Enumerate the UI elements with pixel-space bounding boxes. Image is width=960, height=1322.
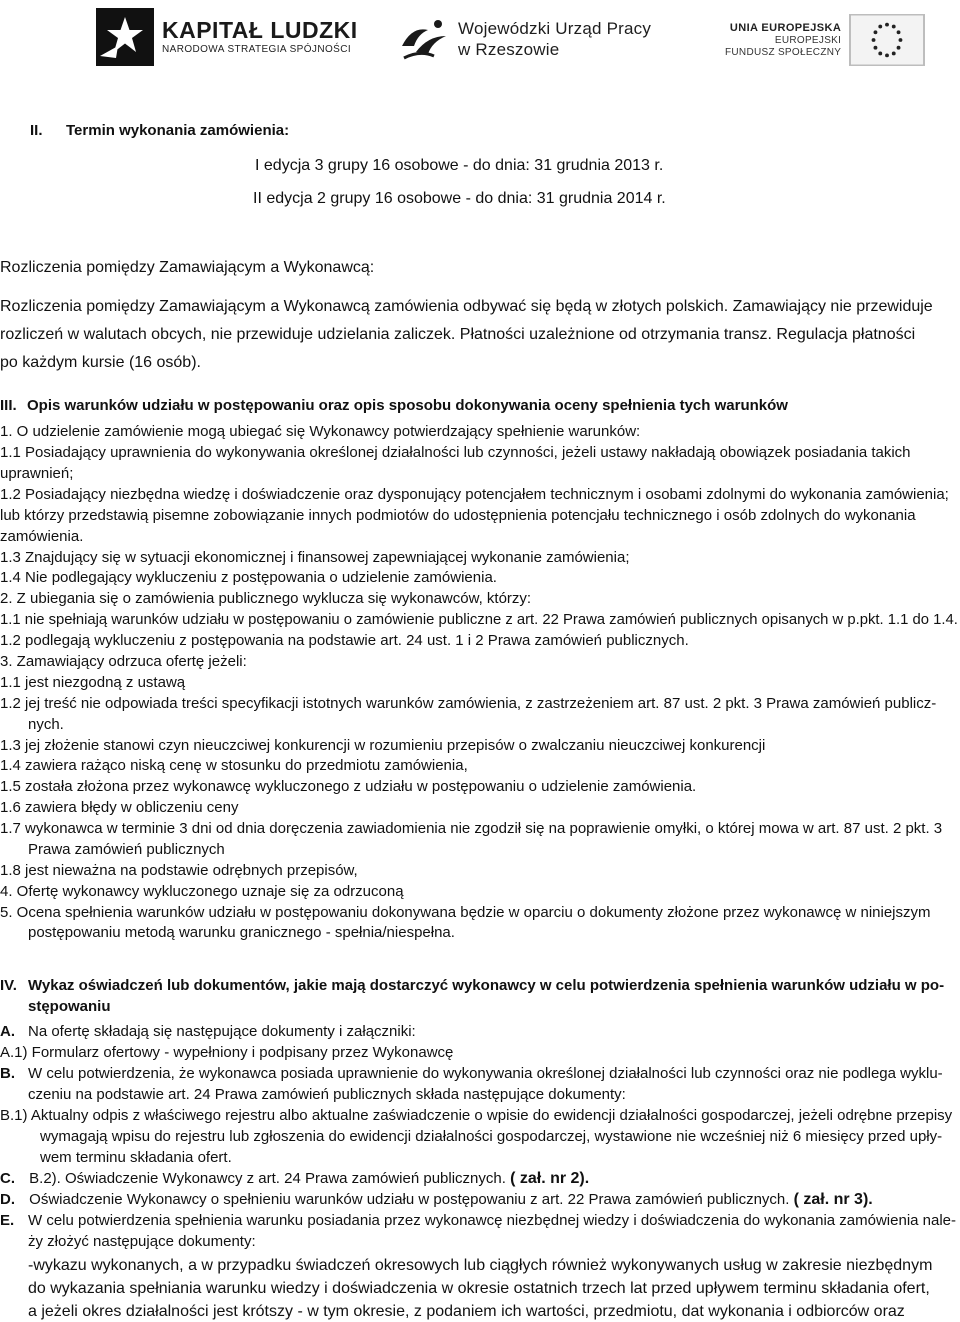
eu-flag-icon bbox=[849, 14, 925, 66]
settlement-para-line2: rozliczeń w walutach obcych, nie przewiduje udzielania zaliczek. Płatności uzależnione od otrzymania transz. Regulacja płatności bbox=[0, 326, 916, 343]
section4-title-line1: Wykaz oświadczeń lub dokumentów, jakie mają dostarczyć wykonawcy w celu potwierdzenia spełnienia warunków udziału w po- bbox=[28, 977, 945, 994]
item-e-para-line2: do wykazania spełniania warunku wiedzy i doświadczenia w okresie ostatnich trzech lat przed upływem terminu składania ofert, bbox=[28, 1280, 930, 1297]
s3-line: 1.5 została złożona przez wykonawcę wykluczonego z udziału w postępowaniu o udzielenie zamówienia. bbox=[0, 778, 697, 795]
kapital-ludzki-emblem-icon bbox=[96, 8, 154, 66]
item-b1-line1: B.1) Aktualny odpis z właściwego rejestru albo aktualne zaświadczenie o wpisie do ewidencji działalności gospodarczej, jeżeli odrębne przepisy bbox=[0, 1107, 953, 1124]
item-e-text1: W celu potwierdzenia spełnienia warunku posiadania przez wykonawcę niezbędnej wiedzy i doświadczenia do wykonania zamówienia nale- bbox=[28, 1212, 957, 1229]
edition-2: II edycja 2 grupy 16 osobowe - do dnia: 31 grudnia 2014 r. bbox=[253, 190, 666, 207]
item-d-text: Oświadczenie Wykonawcy o spełnieniu warunków udziału w postępowaniu z art. 22 Prawa zamówień publicznych. bbox=[29, 1191, 790, 1208]
kapital-ludzki-subtitle: NARODOWA STRATEGIA SPÓJNOŚCI bbox=[162, 44, 352, 55]
item-b1-line3: wem terminu składania ofert. bbox=[40, 1149, 232, 1166]
item-b-text1: W celu potwierdzenia, że wykonawca posiada uprawnienie do wykonywania określonej działalności lub czynności oraz nie podlega wyklu- bbox=[28, 1065, 943, 1082]
s3-line: 1.3 jej złożenie stanowi czyn nieuczciwej konkurencji w rozumieniu przepisów o zwalczaniu nieuczciwej konkurencji bbox=[0, 737, 766, 754]
item-a-label: A. bbox=[0, 1023, 15, 1040]
eu-fund-line1: EUROPEJSKI bbox=[774, 35, 842, 46]
item-d bbox=[0, 1191, 873, 1209]
item-d-attachment: ( zał. nr 3). bbox=[793, 1191, 873, 1208]
s3-line: 2. Z ubiegania się o zamówienia publicznego wyklucza się wykonawców, którzy: bbox=[0, 590, 532, 607]
s3-line: 1.1 Posiadający uprawnienia do wykonywania określonej działalności lub czynności, jeżeli ustawy nakładają obowiązek posiadania takich bbox=[0, 444, 911, 461]
item-b-label: B. bbox=[0, 1065, 15, 1082]
item-e-text2: ży złożyć następujące dokumenty: bbox=[28, 1233, 256, 1250]
wup-name-line1: Wojewódzki Urząd Pracy bbox=[458, 19, 652, 38]
s3-line: 1. O udzielenie zamówienie mogą ubiegać się Wykonawcy potwierdzający spełnienie warunków: bbox=[0, 423, 641, 440]
edition-1: I edycja 3 grupy 16 osobowe - do dnia: 31 grudnia 2013 r. bbox=[255, 157, 664, 174]
eu-name: UNIA EUROPEJSKA bbox=[729, 22, 842, 34]
item-a-text: Na ofertę składają się następujące dokumenty i załączniki: bbox=[28, 1023, 416, 1040]
settlement-para-line1: Rozliczenia pomiędzy Zamawiającym a Wykonawcą zamówienia odbywać się będą w złotych polskich. Zamawiający nie przewiduje bbox=[0, 298, 933, 315]
s3-line: 1.7 wykonawca w terminie 3 dni od dnia doręczenia zawiadomienia nie zgodził się na poprawienie omyłki, o której mowa w art. 87 ust. 2 pkt. 3 bbox=[0, 820, 943, 837]
s3-line: 1.2 podlegają wykluczeniu z postępowania na podstawie art. 24 ust. 1 i 2 Prawa zamówień publicznych. bbox=[0, 632, 689, 649]
wup-emblem-icon bbox=[398, 16, 450, 62]
kapital-ludzki-title: KAPITAŁ LUDZKI bbox=[162, 17, 358, 43]
s3-line: 3. Zamawiający odrzuca ofertę jeżeli: bbox=[0, 653, 247, 670]
item-e-label: E. bbox=[0, 1212, 15, 1229]
s3-line: 1.2 jej treść nie odpowiada treści specyfikacji istotnych warunków zamówienia, z zastrzeżeniem art. 87 ust. 2 pkt. 3 Prawa zamówień publicz- bbox=[0, 695, 937, 712]
section3-number: III. bbox=[0, 397, 17, 414]
item-b1-line2: wymagają wpisu do rejestru lub zgłoszenia do ewidencji działalności gospodarczej, wystawione nie wcześniej niż 6 miesięcy przed upły- bbox=[40, 1128, 943, 1145]
item-e-para-line3: a jeżeli okres działalności jest krótszy - w tym okresie, z podaniem ich wartości, przedmiotu, dat wykonania i odbiorców oraz bbox=[28, 1303, 905, 1320]
item-e-para-line1: -wykazu wykonanych, a w przypadku świadczeń okresowych lub ciągłych również wykonywanych usług w zakresie niezbędnym bbox=[28, 1257, 933, 1274]
section3-title: Opis warunków udziału w postępowaniu oraz opis sposobu dokonywania oceny spełnienia tych warunków bbox=[27, 397, 788, 414]
item-c-text: B.2). Oświadczenie Wykonawcy z art. 24 Prawa zamówień publicznych. bbox=[29, 1170, 506, 1187]
wup-logo bbox=[398, 14, 651, 64]
section2-title: Termin wykonania zamówienia: bbox=[66, 122, 290, 139]
settlement-title: Rozliczenia pomiędzy Zamawiającym a Wykonawcą: bbox=[0, 259, 375, 276]
item-d-label: D. bbox=[0, 1191, 15, 1208]
section2-number: II. bbox=[30, 122, 43, 139]
kapital-ludzki-logo bbox=[96, 8, 358, 66]
item-b-text2: czeniu na podstawie art. 24 Prawa zamówień publicznych składa następujące dokumenty: bbox=[28, 1086, 626, 1103]
header-logos bbox=[0, 0, 960, 78]
s3-line: 1.4 zawiera rażąco niską cenę w stosunku do przedmiotu zamówienia, bbox=[0, 757, 468, 774]
s3-line: 5. Ocena spełnienia warunków udziału w postępowaniu dokonywana będzie w oparciu o dokumenty złożone przez wykonawcę w niniejszym bbox=[0, 904, 931, 921]
s3-line: 1.2 Posiadający niezbędna wiedzę i doświadczenie oraz dysponujący potencjałem technicznym i osobami zdolnymi do wykonania zamówienia; bbox=[0, 486, 949, 503]
eu-logo bbox=[725, 14, 925, 66]
section4-title-line2: stępowaniu bbox=[28, 998, 111, 1015]
s3-line: postępowaniu metodą warunku granicznego - spełnia/niespełna. bbox=[28, 924, 455, 941]
s3-line: zamówienia. bbox=[0, 528, 84, 545]
s3-line: nych. bbox=[28, 716, 64, 733]
wup-name-line2: w Rzeszowie bbox=[458, 40, 560, 59]
item-a1: A.1) Formularz ofertowy - wypełniony i podpisany przez Wykonawcę bbox=[0, 1044, 454, 1061]
item-c bbox=[0, 1170, 589, 1188]
s3-line: lub którzy przedstawią pisemne zobowiązanie innych podmiotów do udostępnienia potencjału technicznego i osób zdolnych do wykonania bbox=[0, 507, 916, 524]
s3-line: 4. Ofertę wykonawcy wykluczonego uznaje się za odrzuconą bbox=[0, 883, 404, 900]
settlement-para-line3: po każdym kursie (16 osób). bbox=[0, 354, 201, 371]
s3-line: 1.1 jest niezgodną z ustawą bbox=[0, 674, 186, 691]
item-c-attachment: ( zał. nr 2). bbox=[510, 1170, 590, 1187]
s3-line: 1.6 zawiera błędy w obliczeniu ceny bbox=[0, 799, 239, 816]
eu-fund-line2: FUNDUSZ SPOŁECZNY bbox=[725, 47, 842, 58]
s3-line: 1.4 Nie podlegający wykluczeniu z postępowania o udzielenie zamówienia. bbox=[0, 569, 497, 586]
s3-line: uprawnień; bbox=[0, 465, 74, 482]
s3-line: 1.8 jest nieważna na podstawie odrębnych przepisów, bbox=[0, 862, 358, 879]
s3-line: 1.1 nie spełniają warunków udziału w postępowaniu o zamówienie publiczne z art. 22 Prawa zamówień publicznych opisanych w p.pkt. 1.1 do 1.4. bbox=[0, 611, 958, 628]
section4-number: IV. bbox=[0, 977, 17, 994]
item-c-label: C. bbox=[0, 1170, 15, 1187]
s3-line: Prawa zamówień publicznych bbox=[28, 841, 225, 858]
s3-line: 1.3 Znajdujący się w sytuacji ekonomicznej i finansowej zapewniającej wykonanie zamówienia; bbox=[0, 549, 630, 566]
